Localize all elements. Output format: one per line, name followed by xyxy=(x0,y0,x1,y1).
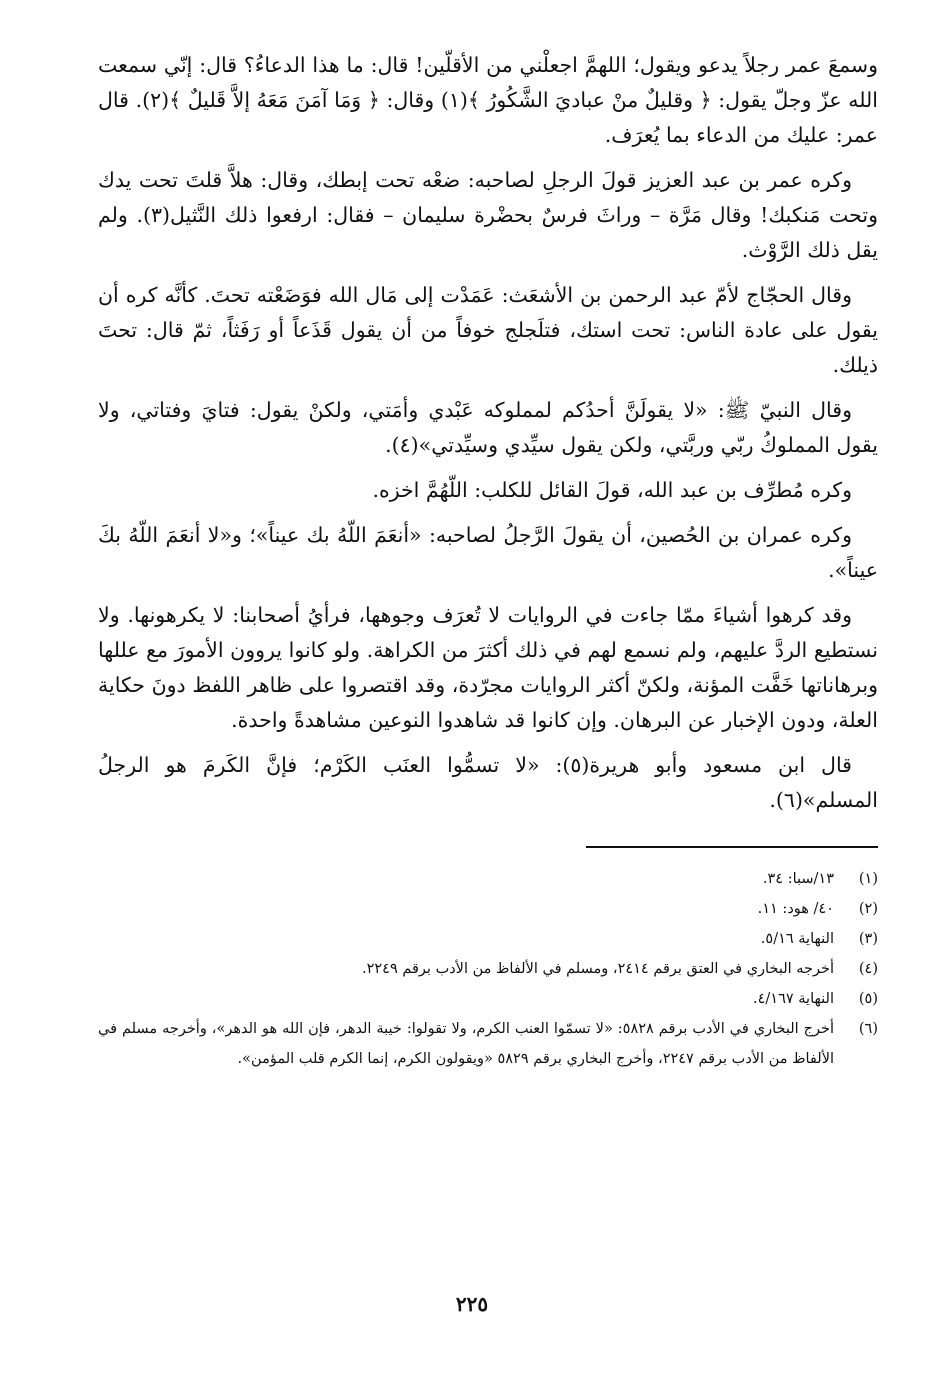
paragraph-6: وكره عمران بن الحُصين، أن يقولَ الرَّجلُ لصاحبه: «أنعَمَ اللّهُ بك عيناً»؛ و«لا أنعَمَ اللّهُ بكَ عيناً». xyxy=(98,523,878,582)
footnote-text: أخرج البخاري في الأدب برقم ٥٨٢٨: «لا تسمّوا العنب الكرم، ولا تقولوا: خيبة الدهر، فإن الله هو الدهر»، وأخرجه مسلم في الألفاظ من الأدب برقم ٢٢٤٧، وأخرج البخاري برقم ٥٨٢٩ «ويقولون الكرم، إنما الكرم قلب المؤمن». xyxy=(98,1021,834,1067)
footnote-4 xyxy=(98,954,878,984)
footnote-number: (١) xyxy=(858,871,878,887)
paragraph-1: وسمعَ عمر رجلاً يدعو ويقول؛ اللهمَّ اجعلْني من الأقلّين! قال: ما هذا الدعاءُ؟ قال: إنّي سمعت الله عزّ وجلّ يقول: ﴿ وقليلٌ منْ عباديَ الشَّكُورُ ﴾(١) وقال: ﴿ وَمَا آمَنَ مَعَهُ إلاَّ قَليلٌ ﴾(٢). قال عمر: عليك من الدعاء بما يُعرَف. xyxy=(98,53,878,147)
footnote-number: (٥) xyxy=(858,991,878,1007)
footnote-text: النهاية ٤/١٦٧. xyxy=(753,991,834,1007)
paragraph-4: وقال النبيّ ﷺ: «لا يقولَنَّ أحدُكم لمملوكه عَبْدي وأمَتي، ولكنْ يقول: فتايَ وفتاتي، ولا يقول المملوكُ ربّي وربَّتي، ولكن يقول سيِّدي وسيِّدتي»(٤). xyxy=(98,398,878,457)
main-text xyxy=(98,48,878,818)
paragraph-3: وقال الحجّاج لأمّ عبد الرحمن بن الأشعَث: عَمَدْت إلى مَال الله فوَضَعْته تحتَ. كأنَّه كره أن يقول على عادة الناس: تحت استك، فتلَجلج خوفاً من أن يقول قَذَعاً أو رَفَثاً، ثمّ قال: تحتَ ذيلك. xyxy=(98,283,878,377)
paragraph-7: وقد كرهوا أشياءَ ممّا جاءت في الروايات لا تُعرَف وجوهها، فرأيُ أصحابنا: لا يكرهونها. ولا نستطيع الردَّ عليهم، ولم نسمع لهم في ذلك أكثرَ من الكراهة. ولو كانوا يروون الأمورَ مع عللها وبرهاناتها خَفَّت المؤنة، ولكنّ أكثر الروايات مجرّدة، وقد اقتصروا على ظاهر اللفظ دونَ حكاية العلة، ودون الإخبار عن البرهان. وإن كانوا قد شاهدوا النوعين مشاهدةً واحدة. xyxy=(98,603,878,732)
footnote-text: أخرجه البخاري في العتق برقم ٢٤١٤، ومسلم في الألفاظ من الأدب برقم ٢٢٤٩. xyxy=(361,961,834,977)
footnote-number: (٦) xyxy=(858,1021,878,1037)
footnote-3 xyxy=(98,924,878,954)
paragraph-8: قال ابن مسعود وأبو هريرة(٥): «لا تسمُّوا العنَب الكَرْم؛ فإنَّ الكَرمَ هو الرجلُ المسلم»(٦). xyxy=(98,753,878,812)
footnote-text: ٤٠/ هود: ١١. xyxy=(757,901,834,917)
footnote-divider xyxy=(586,846,878,848)
footnote-number: (٣) xyxy=(858,931,878,947)
footnotes xyxy=(98,864,878,1074)
page-number: ٢٢٥ xyxy=(455,1292,489,1316)
footnote-text: النهاية ٥/١٦. xyxy=(760,931,834,947)
footnote-number: (٢) xyxy=(858,901,878,917)
paragraph-5: وكره مُطرِّف بن عبد الله، قولَ القائل للكلب: اللّهُمَّ اخزه. xyxy=(372,478,852,502)
paragraph-2: وكره عمر بن عبد العزيز قولَ الرجلِ لصاحبه: ضعْه تحت إبطك، وقال: هلاَّ قلتَ تحت يدك وتحت مَنكبك! وقال مَرَّة – وراثَ فرسٌ بحضْرة سليمان – فقال: ارفعوا ذلك النَّثيل(٣). ولم يقل ذلك الرَّوْث. xyxy=(98,168,878,262)
footnote-6 xyxy=(98,1014,878,1074)
footnote-5 xyxy=(98,984,878,1014)
footnote-text: ١٣/سبا: ٣٤. xyxy=(762,871,834,887)
footnote-number: (٤) xyxy=(858,961,878,977)
footnote-2 xyxy=(98,894,878,924)
footnote-1 xyxy=(98,864,878,894)
